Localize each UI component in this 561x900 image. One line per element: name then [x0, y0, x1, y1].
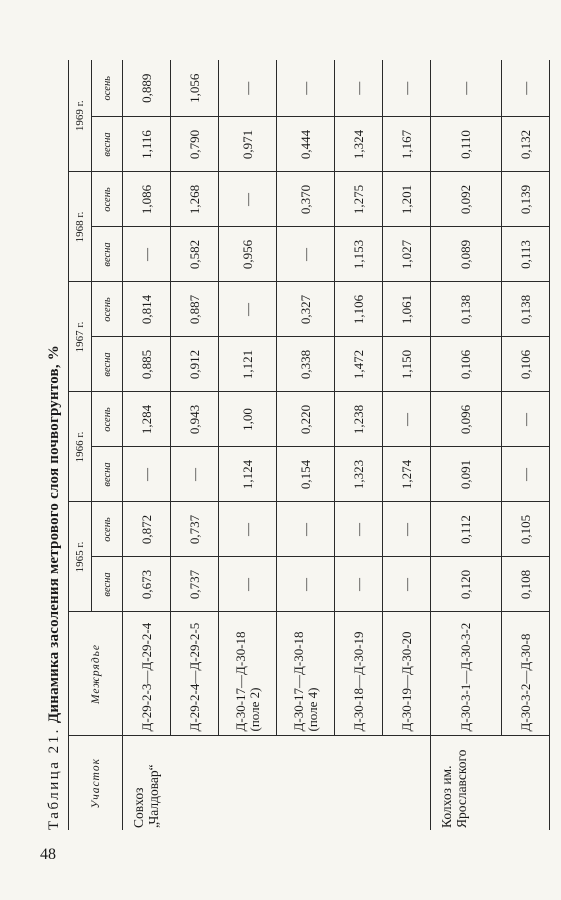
value-cell: 1,268: [171, 172, 219, 227]
value-cell: 0,885: [123, 337, 171, 392]
header-spring: весна: [92, 117, 123, 172]
value-cell: 0,889: [123, 60, 171, 117]
value-cell: —: [277, 557, 335, 612]
header-year-1967: 1967 г.: [69, 282, 92, 392]
value-cell: —: [502, 392, 550, 447]
interfluve-cell: Д-29-2-4—Д-29-2-5: [171, 612, 219, 736]
value-cell: 0,887: [171, 282, 219, 337]
value-cell: 1,153: [335, 227, 383, 282]
value-cell: —: [335, 60, 383, 117]
value-cell: —: [219, 557, 277, 612]
value-cell: —: [383, 392, 431, 447]
value-cell: —: [383, 60, 431, 117]
value-cell: —: [335, 502, 383, 557]
salinity-table: [68, 60, 550, 830]
caption-text: Динамика засоления метрового слоя почвогрунтов, %: [46, 345, 62, 724]
header-spring: весна: [92, 557, 123, 612]
table-row: [219, 60, 277, 830]
value-cell: —: [219, 282, 277, 337]
interfluve-cell: Д-30-17—Д-30-18 (поле 4): [277, 612, 335, 736]
value-cell: —: [219, 172, 277, 227]
header-year-1965: 1965 г.: [69, 502, 92, 612]
table-row: [335, 60, 383, 830]
page-number: 48: [40, 846, 56, 863]
caption-label: Таблица 21.: [46, 727, 62, 830]
value-cell: 1,124: [219, 447, 277, 502]
value-cell: —: [383, 502, 431, 557]
value-cell: 0,106: [431, 337, 502, 392]
value-cell: 0,105: [502, 502, 550, 557]
value-cell: 1,324: [335, 117, 383, 172]
value-cell: 0,132: [502, 117, 550, 172]
value-cell: 0,138: [502, 282, 550, 337]
value-cell: —: [171, 447, 219, 502]
value-cell: —: [219, 60, 277, 117]
value-cell: 1,061: [383, 282, 431, 337]
value-cell: 0,096: [431, 392, 502, 447]
value-cell: —: [431, 60, 502, 117]
value-cell: 0,106: [502, 337, 550, 392]
header-autumn: осень: [92, 60, 123, 117]
value-cell: 0,444: [277, 117, 335, 172]
table-row: [383, 60, 431, 830]
value-cell: 1,323: [335, 447, 383, 502]
interfluve-cell: Д-29-2-3—Д-29-2-4: [123, 612, 171, 736]
header-interfluve: Межрядье: [69, 612, 123, 736]
value-cell: —: [502, 60, 550, 117]
value-cell: 0,872: [123, 502, 171, 557]
value-cell: 0,220: [277, 392, 335, 447]
value-cell: 0,790: [171, 117, 219, 172]
table-row: [123, 60, 171, 830]
value-cell: 1,150: [383, 337, 431, 392]
value-cell: 0,943: [171, 392, 219, 447]
value-cell: 0,091: [431, 447, 502, 502]
value-cell: 1,274: [383, 447, 431, 502]
value-cell: —: [383, 557, 431, 612]
value-cell: —: [277, 227, 335, 282]
value-cell: 0,912: [171, 337, 219, 392]
header-year-1968: 1968 г.: [69, 172, 92, 282]
value-cell: 1,275: [335, 172, 383, 227]
value-cell: —: [123, 227, 171, 282]
value-cell: 0,138: [431, 282, 502, 337]
header-autumn: осень: [92, 392, 123, 447]
value-cell: 0,089: [431, 227, 502, 282]
value-cell: —: [277, 60, 335, 117]
value-cell: 1,121: [219, 337, 277, 392]
header-autumn: осень: [92, 282, 123, 337]
header-spring: весна: [92, 337, 123, 392]
value-cell: 0,092: [431, 172, 502, 227]
table-caption: [46, 345, 63, 830]
value-cell: 1,086: [123, 172, 171, 227]
interfluve-cell: Д-30-18—Д-30-19: [335, 612, 383, 736]
interfluve-cell: Д-30-3-1—Д-30-3-2: [431, 612, 502, 736]
site-cell: Колхоз им. Ярославского: [431, 736, 550, 830]
header-site: Участок: [69, 736, 123, 830]
value-cell: 0,956: [219, 227, 277, 282]
table-row: [171, 60, 219, 830]
interfluve-cell: Д-30-19—Д-30-20: [383, 612, 431, 736]
value-cell: 1,167: [383, 117, 431, 172]
value-cell: 0,370: [277, 172, 335, 227]
interfluve-cell: Д-30-3-2—Д-30-8: [502, 612, 550, 736]
value-cell: 1,056: [171, 60, 219, 117]
value-cell: 0,139: [502, 172, 550, 227]
value-cell: —: [123, 447, 171, 502]
header-spring: весна: [92, 227, 123, 282]
value-cell: 1,201: [383, 172, 431, 227]
value-cell: 0,154: [277, 447, 335, 502]
value-cell: 1,106: [335, 282, 383, 337]
header-spring: весна: [92, 447, 123, 502]
value-cell: —: [502, 447, 550, 502]
value-cell: 1,00: [219, 392, 277, 447]
value-cell: 0,108: [502, 557, 550, 612]
value-cell: 0,338: [277, 337, 335, 392]
value-cell: 0,814: [123, 282, 171, 337]
value-cell: 0,737: [171, 502, 219, 557]
value-cell: 1,116: [123, 117, 171, 172]
header-autumn: осень: [92, 502, 123, 557]
value-cell: —: [335, 557, 383, 612]
header-year-1969: 1969 г.: [69, 60, 92, 172]
value-cell: 1,027: [383, 227, 431, 282]
value-cell: 0,673: [123, 557, 171, 612]
value-cell: 0,120: [431, 557, 502, 612]
value-cell: 0,971: [219, 117, 277, 172]
value-cell: 0,113: [502, 227, 550, 282]
header-autumn: осень: [92, 172, 123, 227]
value-cell: —: [219, 502, 277, 557]
table-row: [502, 60, 550, 830]
value-cell: 1,284: [123, 392, 171, 447]
table-row: [277, 60, 335, 830]
value-cell: 0,582: [171, 227, 219, 282]
value-cell: 1,238: [335, 392, 383, 447]
value-cell: —: [277, 502, 335, 557]
header-year-1966: 1966 г.: [69, 392, 92, 502]
value-cell: 0,327: [277, 282, 335, 337]
value-cell: 0,737: [171, 557, 219, 612]
table-row: [431, 60, 502, 830]
rotated-table-block: [40, 40, 533, 840]
site-cell: Совхоз „Чалдовар“: [123, 736, 431, 830]
value-cell: 0,110: [431, 117, 502, 172]
interfluve-cell: Д-30-17—Д-30-18 (поле 2): [219, 612, 277, 736]
value-cell: 1,472: [335, 337, 383, 392]
value-cell: 0,112: [431, 502, 502, 557]
